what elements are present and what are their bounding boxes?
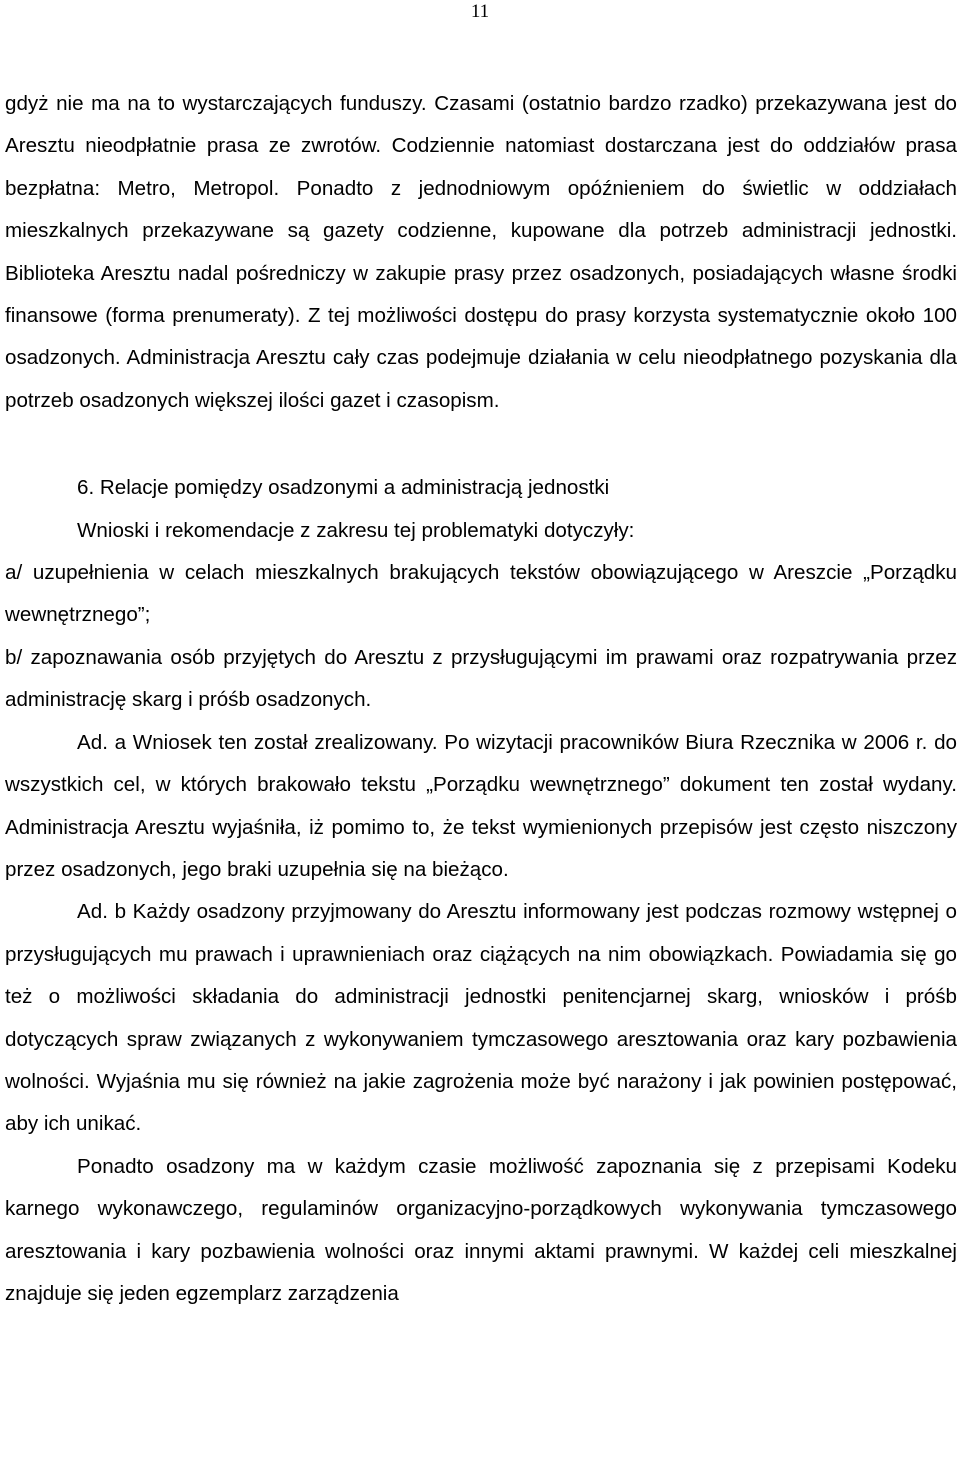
section-heading: 6. Relacje pomiędzy osadzonymi a administracją jednostki	[77, 476, 610, 500]
list-item-a: a/ uzupełnienia w celach mieszkalnych brakujących tekstów obowiązującego w Areszcie „Porządku wewnętrznego”;	[5, 561, 957, 627]
paragraph-final: Ponadto osadzony ma w każdym czasie możliwość zapoznania się z przepisami Kodeku karnego wykonawczego, regulaminów organizacyjno-porządkowych wykonywania tymczasowego aresztowania i kary pozbawienia wolności oraz innymi aktami prawnymi. W każdej celi mieszkalnej znajduje się jeden egzemplarz zarządzenia	[5, 1154, 957, 1305]
paragraph-ad-b: Ad. b Każdy osadzony przyjmowany do Aresztu informowany jest podczas rozmowy wstępnej o przysługujących mu prawach i uprawnieniach oraz ciążących na nim obowiązkach. Powiadamia się go też o możliwości składania do administracji jednostki penitencjarnej skarg, wniosków i próśb dotyczących spraw związanych z wykonywaniem tymczasowego aresztowania oraz kary pozbawienia wolności. Wyjaśnia mu się również na jakie zagrożenia może być narażony i jak powinien postępować, aby ich unikać.	[5, 900, 957, 1136]
list-item-b: b/ zapoznawania osób przyjętych do Aresztu z przysługującymi im prawami oraz rozpatrywania przez administrację skarg i próśb osadzonych.	[5, 645, 957, 712]
page-number: 11	[470, 1, 490, 22]
document-body	[5, 83, 957, 1315]
paragraph-ad-a: Ad. a Wniosek ten został zrealizowany. Po wizytacji pracowników Biura Rzecznika w 2006 r. do wszystkich cel, w których brakowało tekstu „Porządku wewnętrznego” dokument ten został wydany. Administracja Aresztu wyjaśniła, iż pomimo to, że tekst wymienionych przepisów jest często niszczony przez osadzonych, jego braki uzupełnia się na bieżąco.	[5, 730, 957, 881]
recommendations-intro: Wnioski i rekomendacje z zakresu tej problematyki dotyczyły:	[77, 518, 635, 542]
paragraph-press-supply: gdyż nie ma na to wystarczających funduszy. Czasami (ostatnio bardzo rzadko) przekazywana jest do Aresztu nieodpłatnie prasa ze zwrotów. Codziennie natomiast dostarczana jest do oddziałów prasa bezpłatna: Metro, Metropol. Ponadto z jednodniowym opóźnieniem do świetlic w oddziałach mieszkalnych przekazywane są gazety codzienne, kupowane dla potrzeb administracji jednostki. Biblioteka Aresztu nadal pośredniczy w zakupie prasy przez osadzonych, posiadających własne środki finansowe (forma prenumeraty). Z tej możliwości dostępu do prasy korzysta systematycznie około 100 osadzonych. Administracja Aresztu cały czas podejmuje działania w celu nieodpłatnego pozyskania dla potrzeb osadzonych większej ilości gazet i czasopism.	[5, 92, 957, 412]
section-gap	[5, 422, 957, 467]
